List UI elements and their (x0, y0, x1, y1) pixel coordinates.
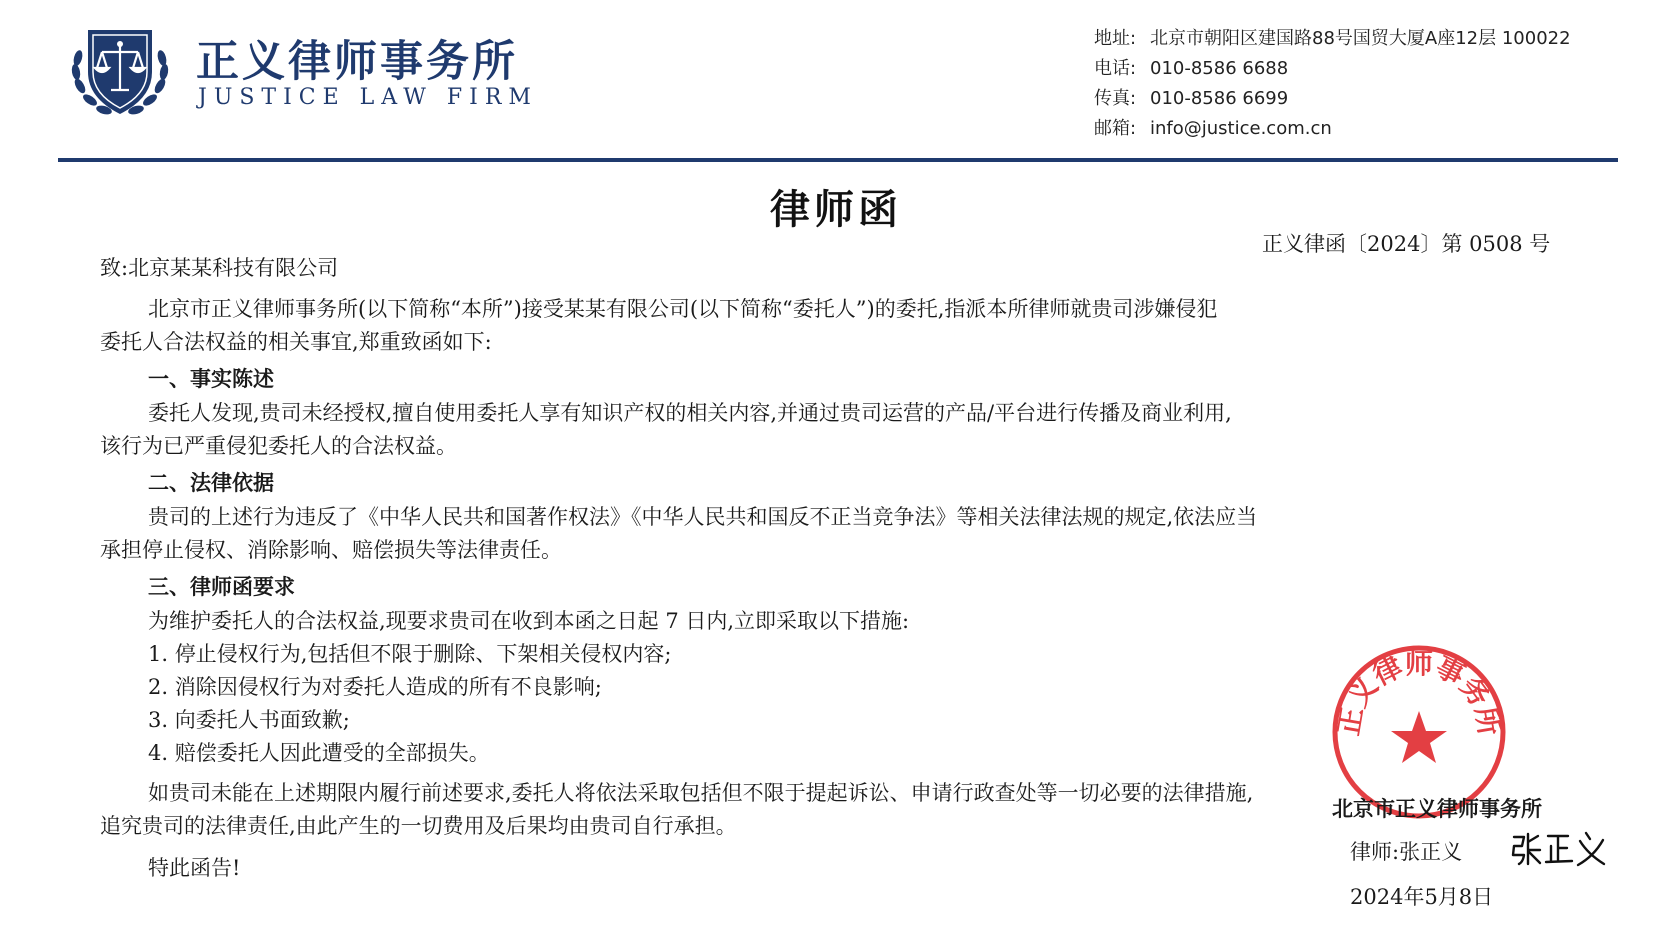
closing-line-1: 如贵司未能在上述期限内履行前述要求,委托人将依法采取包括但不限于提起诉讼、申请行政查处等一切必要的法律措施, (148, 781, 1254, 805)
contact-phone-label: 电话: (1094, 58, 1137, 79)
demand-item-1: 1. 停止侵权行为,包括但不限于删除、下架相关侵权内容; (148, 642, 672, 666)
firm-name-english: JUSTICE LAW FIRM (198, 85, 538, 110)
legal-basis-line-2: 承担停止侵权、消除影响、赔偿损失等法律责任。 (100, 538, 562, 562)
legal-basis-line-1: 贵司的上述行为违反了《中华人民共和国著作权法》《中华人民共和国反不正当竞争法》等相关法律法规的规定,依法应当 (148, 505, 1258, 529)
demands-intro-line: 为维护委托人的合法权益,现要求贵司在收到本函之日起 7 日内,立即采取以下措施: (148, 609, 910, 633)
lawyer-name-label: 律师:张正义 (1350, 840, 1463, 864)
contact-email-value: info@justice.com.cn (1150, 118, 1332, 139)
seal-text: 正义律师事务所 (1331, 646, 1507, 738)
section-heading-demands: 三、律师函要求 (148, 575, 295, 599)
law-firm-logo-emblem (66, 20, 174, 124)
intro-line-1: 北京市正义律师事务所(以下简称“本所”)接受某某有限公司(以下简称“委托人”)的委托,指派本所律师就贵司涉嫌侵犯 (148, 297, 1218, 321)
contact-address-label: 地址: (1094, 28, 1137, 49)
closing-line-2: 追究贵司的法律责任,由此产生的一切费用及后果均由贵司自行承担。 (100, 814, 737, 838)
header-divider (58, 158, 1618, 162)
facts-line-1: 委托人发现,贵司未经授权,擅自使用委托人享有知识产权的相关内容,并通过贵司运营的产品/平台进行传播及商业利用, (148, 401, 1232, 425)
section-heading-legal-basis: 二、法律依据 (148, 471, 274, 495)
contact-address-value: 北京市朝阳区建国路88号国贸大厦A座12层 100022 (1150, 28, 1571, 49)
contact-phone (1094, 54, 1288, 80)
letter-date: 2024年5月8日 (1350, 885, 1494, 909)
contact-address (1094, 24, 1571, 50)
signing-firm: 北京市正义律师事务所 (1332, 797, 1542, 821)
addressee: 致:北京某某科技有限公司 (100, 256, 339, 280)
contact-phone-value: 010-8586 6688 (1150, 58, 1289, 79)
facts-line-2: 该行为已严重侵犯委托人的合法权益。 (100, 434, 457, 458)
contact-fax (1094, 84, 1288, 110)
demand-item-3: 3. 向委托人书面致歉; (148, 708, 350, 732)
contact-email (1094, 114, 1332, 140)
contact-fax-label: 传真: (1094, 88, 1137, 109)
sign-off: 特此函告! (148, 856, 241, 880)
reference-number: 正义律函〔2024〕第 0508 号 (1262, 232, 1551, 256)
handwritten-signature (1510, 828, 1610, 868)
intro-line-2: 委托人合法权益的相关事宜,郑重致函如下: (100, 330, 492, 354)
demand-item-2: 2. 消除因侵权行为对委托人造成的所有不良影响; (148, 675, 602, 699)
demand-item-4: 4. 赔偿委托人因此遭受的全部损失。 (148, 741, 490, 765)
section-heading-facts: 一、事实陈述 (148, 367, 274, 391)
contact-fax-value: 010-8586 6699 (1150, 88, 1289, 109)
letter-title: 律师函 (770, 187, 902, 233)
contact-email-label: 邮箱: (1094, 118, 1137, 139)
firm-name-chinese: 正义律师事务所 (196, 37, 518, 87)
